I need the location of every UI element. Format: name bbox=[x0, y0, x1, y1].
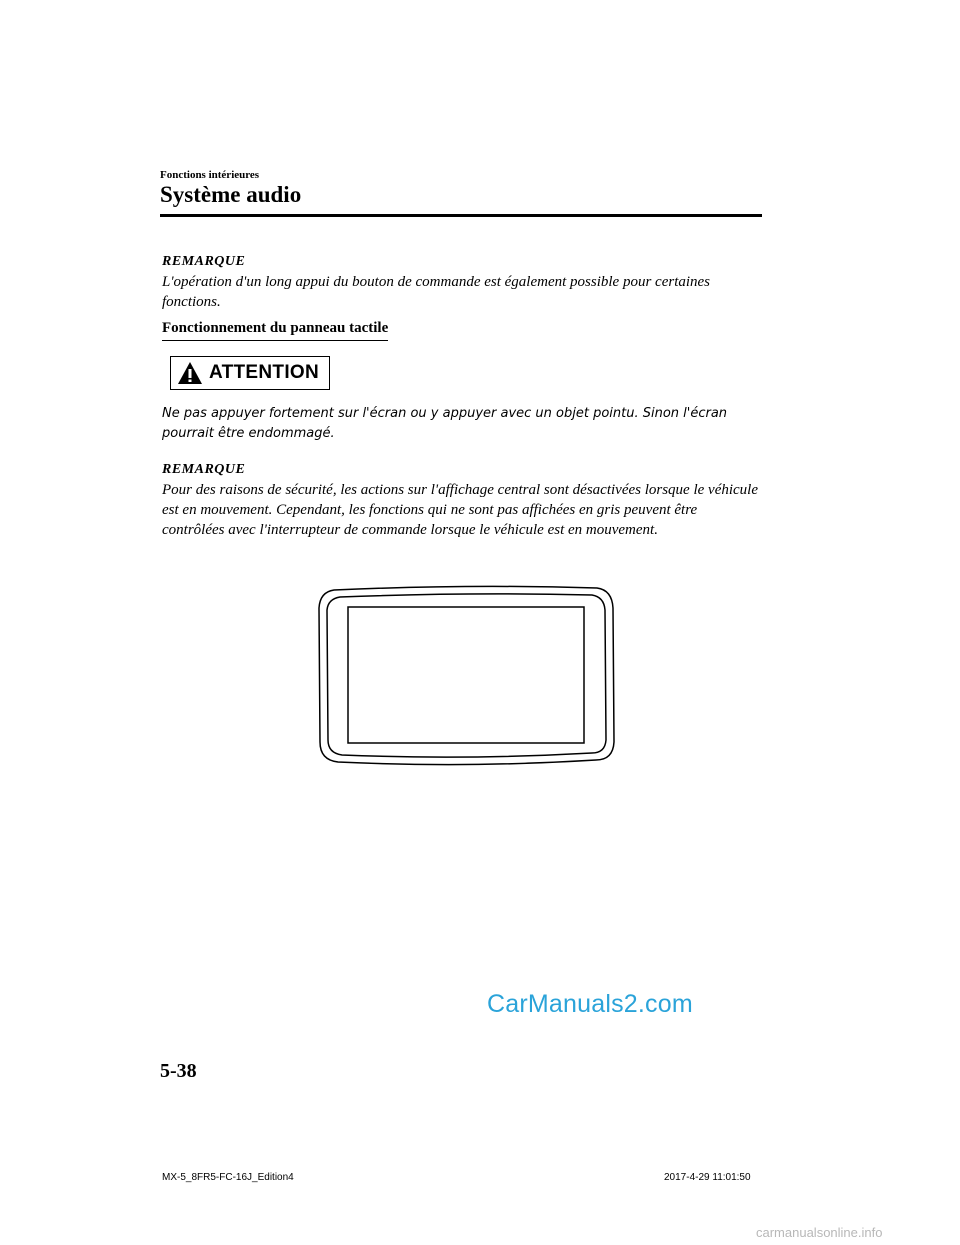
note-title: REMARQUE bbox=[162, 254, 246, 269]
caution-text: Ne pas appuyer fortement sur l'écran ou y appuyer avec un objet pointu. Sinon l'écran pourrait être endommagé. bbox=[162, 406, 728, 441]
note-block-1 bbox=[162, 252, 762, 312]
corner-watermark: carmanualsonline.info bbox=[756, 1225, 883, 1240]
center-display-illustration bbox=[312, 582, 622, 768]
page-title: Système audio bbox=[160, 182, 302, 207]
watermark: CarManuals2.com bbox=[487, 990, 693, 1018]
title-rule bbox=[160, 214, 762, 217]
note-block-2 bbox=[162, 460, 762, 540]
note-title: REMARQUE bbox=[162, 462, 246, 477]
display-outer-bezel bbox=[319, 586, 614, 764]
attention-box bbox=[170, 356, 330, 390]
subheading: Fonctionnement du panneau tactile bbox=[162, 320, 388, 341]
warning-icon bbox=[177, 361, 203, 385]
attention-label: ATTENTION bbox=[209, 362, 320, 383]
footer-doc-id: MX-5_8FR5-FC-16J_Edition4 bbox=[162, 1172, 294, 1183]
display-screen bbox=[348, 607, 584, 743]
display-inner-bezel bbox=[327, 594, 606, 757]
note-text: Pour des raisons de sécurité, les actions sur l'affichage central sont désactivées lorsque le véhicule est en mouvement. Cependant, les fonctions qui ne sont pas affichées en gris peuvent être contrôlées avec l'interrupteur de commande lorsque le véhicule est en mouvement. bbox=[162, 482, 759, 538]
footer-timestamp: 2017-4-29 11:01:50 bbox=[664, 1172, 751, 1183]
note-text: L'opération d'un long appui du bouton de commande est également possible pour certaines fonctions. bbox=[162, 274, 711, 310]
page-number: 5-38 bbox=[160, 1060, 197, 1082]
section-label: Fonctions intérieures bbox=[160, 169, 260, 181]
